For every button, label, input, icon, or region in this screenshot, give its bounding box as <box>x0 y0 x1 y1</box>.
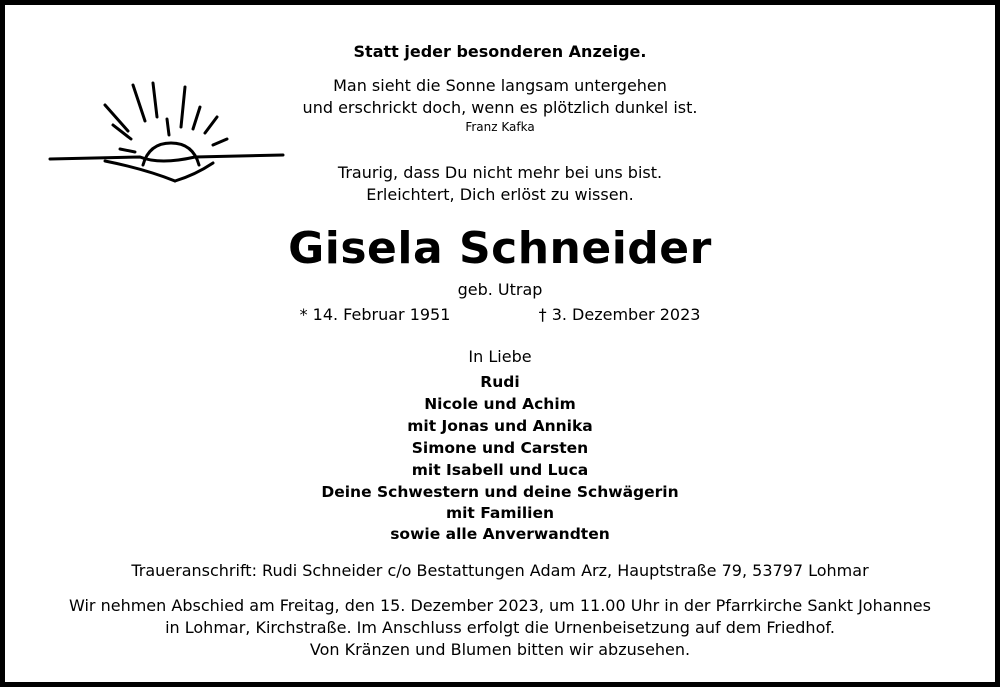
farewell-line-1: Wir nehmen Abschied am Freitag, den 15. Dezember 2023, um 11.00 Uhr in der Pfarrkirche Sankt Johannes <box>69 596 931 615</box>
mourner-line: Nicole und Achim <box>424 395 576 413</box>
quote-line-2: und erschrickt doch, wenn es plötzlich dunkel ist. <box>302 98 698 117</box>
text-line-1: Traurig, dass Du nicht mehr bei uns bist. <box>337 163 663 182</box>
mourner-line: Simone und Carsten <box>411 439 589 457</box>
dates-row <box>5 305 995 324</box>
text-line-2: Erleichtert, Dich erlöst zu wissen. <box>366 185 634 204</box>
farewell-line-3: Von Kränzen und Blumen bitten wir abzusehen. <box>309 640 691 659</box>
farewell-line-2: in Lohmar, Kirchstraße. Im Anschluss erfolgt die Urnenbeisetzung auf dem Friedhof. <box>165 618 835 637</box>
deceased-name: Gisela Schneider <box>288 223 712 274</box>
heading: Statt jeder besonderen Anzeige. <box>353 42 647 61</box>
mourning-address: Traueranschrift: Rudi Schneider c/o Bestattungen Adam Arz, Hauptstraße 79, 53797 Lohmar <box>131 561 869 580</box>
mourner-line: Deine Schwestern und deine Schwägerin <box>321 483 679 501</box>
death-date: † 3. Dezember 2023 <box>538 305 701 324</box>
mourner-line: Rudi <box>480 373 520 391</box>
mourner-line: mit Familien <box>445 504 555 522</box>
mourner-line: sowie alle Anverwandten <box>390 525 610 543</box>
love-intro: In Liebe <box>468 347 532 366</box>
quote-author: Franz Kafka <box>465 120 535 134</box>
birth-date: * 14. Februar 1951 <box>299 305 451 324</box>
birth-name: geb. Utrap <box>457 280 543 299</box>
mourner-line: mit Jonas und Annika <box>407 417 593 435</box>
mourner-line: mit Isabell und Luca <box>411 461 589 479</box>
quote-line-1: Man sieht die Sonne langsam untergehen <box>333 76 667 95</box>
